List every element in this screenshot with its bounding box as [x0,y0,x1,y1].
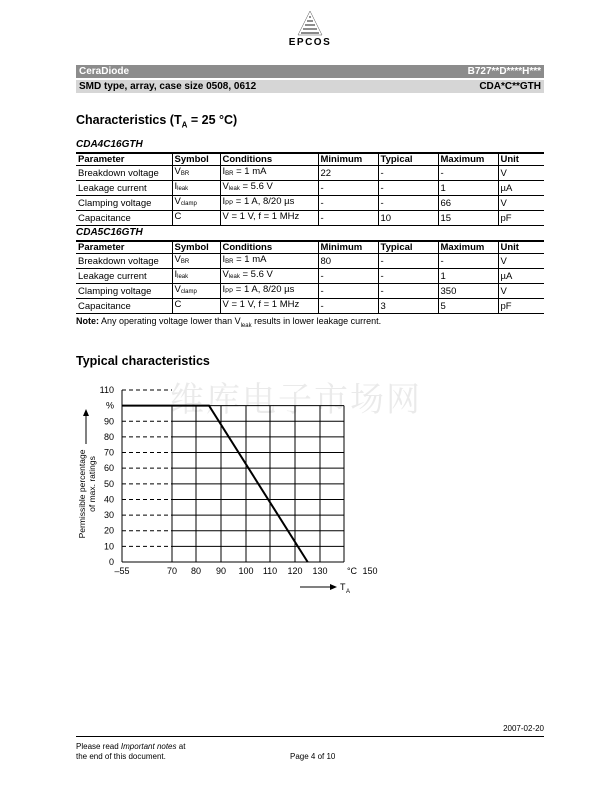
cell-unit: µA [498,269,544,284]
y-tick-label: 60 [103,463,114,474]
col-minimum: Minimum [318,241,378,254]
cell-maximum: 15 [438,211,498,226]
cell-parameter: Capacitance [76,299,172,314]
cell-symbol: C [172,211,220,226]
product-name: CeraDiode [79,66,130,77]
x-label-arrow-head [330,584,337,590]
cell-minimum: - [318,269,378,284]
cell-unit: µA [498,181,544,196]
cell-unit: V [498,196,544,211]
cell-symbol: $V_{clamp}$ [172,284,220,299]
y-tick-label: 80 [103,431,114,442]
subtitle: SMD type, array, case size 0508, 0612 [79,81,257,92]
cell-unit: V [498,284,544,299]
cell-symbol: $I_{leak}$ [172,181,220,196]
y-tick-label: 0 [108,557,114,567]
col-maximum: Maximum [438,153,498,166]
cell-parameter: Leakage current [76,269,172,284]
note: Note: Any operating voltage lower than $V_{leak}$ results in lower leakage current. [76,316,382,329]
cell-parameter: Leakage current [76,181,172,196]
cell-parameter: Breakdown voltage [76,166,172,181]
cell-symbol: $V_{BR}$ [172,166,220,181]
document-date: 2007-02-20 [503,724,544,733]
x-tick-label: 130 [312,566,328,576]
cell-unit: pF [498,211,544,226]
cell-minimum: - [318,196,378,211]
cell-conditions: V = 1 V, f = 1 MHz [220,299,318,314]
cell-conditions: V = 1 V, f = 1 MHz [220,211,318,226]
cell-typical: - [378,284,438,299]
cell-symbol: $V_{clamp}$ [172,196,220,211]
col-minimum: Minimum [318,153,378,166]
y-unit-label: % [105,400,114,411]
col-symbol: Symbol [172,241,220,254]
x-axis-label: T [340,582,346,592]
cell-maximum: 1 [438,181,498,196]
y-tick-label: 10 [103,541,114,552]
cell-typical: 3 [378,299,438,314]
y-axis-label-line2: of max. ratings [87,456,97,512]
col-typical: Typical [378,241,438,254]
x-tick-label: 110 [262,566,278,576]
y-tick-label: 90 [103,416,114,427]
cell-typical: - [378,181,438,196]
cell-typical: - [378,196,438,211]
x-tick-label: 100 [238,566,254,576]
characteristics-heading: Characteristics ($T_A = 25$ °C) [76,113,238,130]
cell-conditions: $I_{PP} = 1$ A, 8/20 µs [220,284,318,299]
cell-symbol: $V_{BR}$ [172,254,220,269]
type-pattern: CDA*C**GTH [479,81,541,92]
cell-parameter: Capacitance [76,211,172,226]
cell-typical: - [378,254,438,269]
cell-minimum: - [318,299,378,314]
cell-minimum: - [318,211,378,226]
col-typical: Typical [378,153,438,166]
col-unit: Unit [498,241,544,254]
col-conditions: Conditions [220,241,318,254]
footer-note: Please read Important notes at the end of this document. [76,742,186,761]
x-tick-label: 120 [287,566,303,576]
cell-conditions: $I_{BR} = 1$ mA [220,254,318,269]
cell-parameter: Clamping voltage [76,284,172,299]
cell-typical: 10 [378,211,438,226]
cell-symbol: $I_{leak}$ [172,269,220,284]
col-unit: Unit [498,153,544,166]
cell-maximum: 1 [438,269,498,284]
y-tick-label: 110 [99,385,114,395]
table2-title: CDA5C16GTH [76,227,143,238]
col-parameter: Parameter [76,153,172,166]
col-conditions: Conditions [220,153,318,166]
x-axis-label-sub: A [346,589,351,595]
y-axis-label-line1: Permissible percentage [77,449,87,539]
x-tick-label: 80 [190,566,202,576]
page-number: Page 4 of 10 [290,752,336,761]
cell-conditions: $V_{leak} = 5.6$ V [220,269,318,284]
table1-title: CDA4C16GTH [76,139,143,150]
y-tick-label: 20 [103,525,114,536]
col-symbol: Symbol [172,153,220,166]
cell-conditions: $V_{leak} = 5.6$ V [220,181,318,196]
cell-typical: - [378,269,438,284]
x-tick-label: 70 [166,566,178,576]
y-tick-label: 50 [103,478,114,489]
cell-maximum: - [438,254,498,269]
footer-divider [76,736,544,737]
cell-minimum: - [318,284,378,299]
watermark: 维库电子市场网 [170,380,422,420]
cell-typical: - [378,166,438,181]
logo-text: EPCOS [288,37,332,48]
x-tick-label: 150 [362,566,378,576]
cell-minimum: - [318,181,378,196]
cell-unit: V [498,254,544,269]
cell-parameter: Clamping voltage [76,196,172,211]
cell-minimum: 80 [318,254,378,269]
cell-maximum: 350 [438,284,498,299]
cell-maximum: 5 [438,299,498,314]
col-maximum: Maximum [438,241,498,254]
cell-symbol: C [172,299,220,314]
cell-unit: V [498,166,544,181]
x-unit-label: °C [346,566,358,576]
cell-maximum: - [438,166,498,181]
part-number-pattern: B727**D****H*** [467,66,541,77]
cell-conditions: $I_{PP} = 1$ A, 8/20 µs [220,196,318,211]
cell-maximum: 66 [438,196,498,211]
cell-parameter: Breakdown voltage [76,254,172,269]
typical-characteristics-heading: Typical characteristics [76,354,210,368]
y-tick-label: 40 [103,494,114,505]
y-tick-label: 30 [103,510,114,521]
cell-unit: pF [498,299,544,314]
cell-minimum: 22 [318,166,378,181]
cell-conditions: $I_{BR} = 1$ mA [220,166,318,181]
y-label-arrow-head [83,409,89,416]
x-tick-label: –55 [114,566,130,576]
x-tick-label: 90 [215,566,227,576]
y-tick-label: 70 [103,447,114,458]
col-parameter: Parameter [76,241,172,254]
